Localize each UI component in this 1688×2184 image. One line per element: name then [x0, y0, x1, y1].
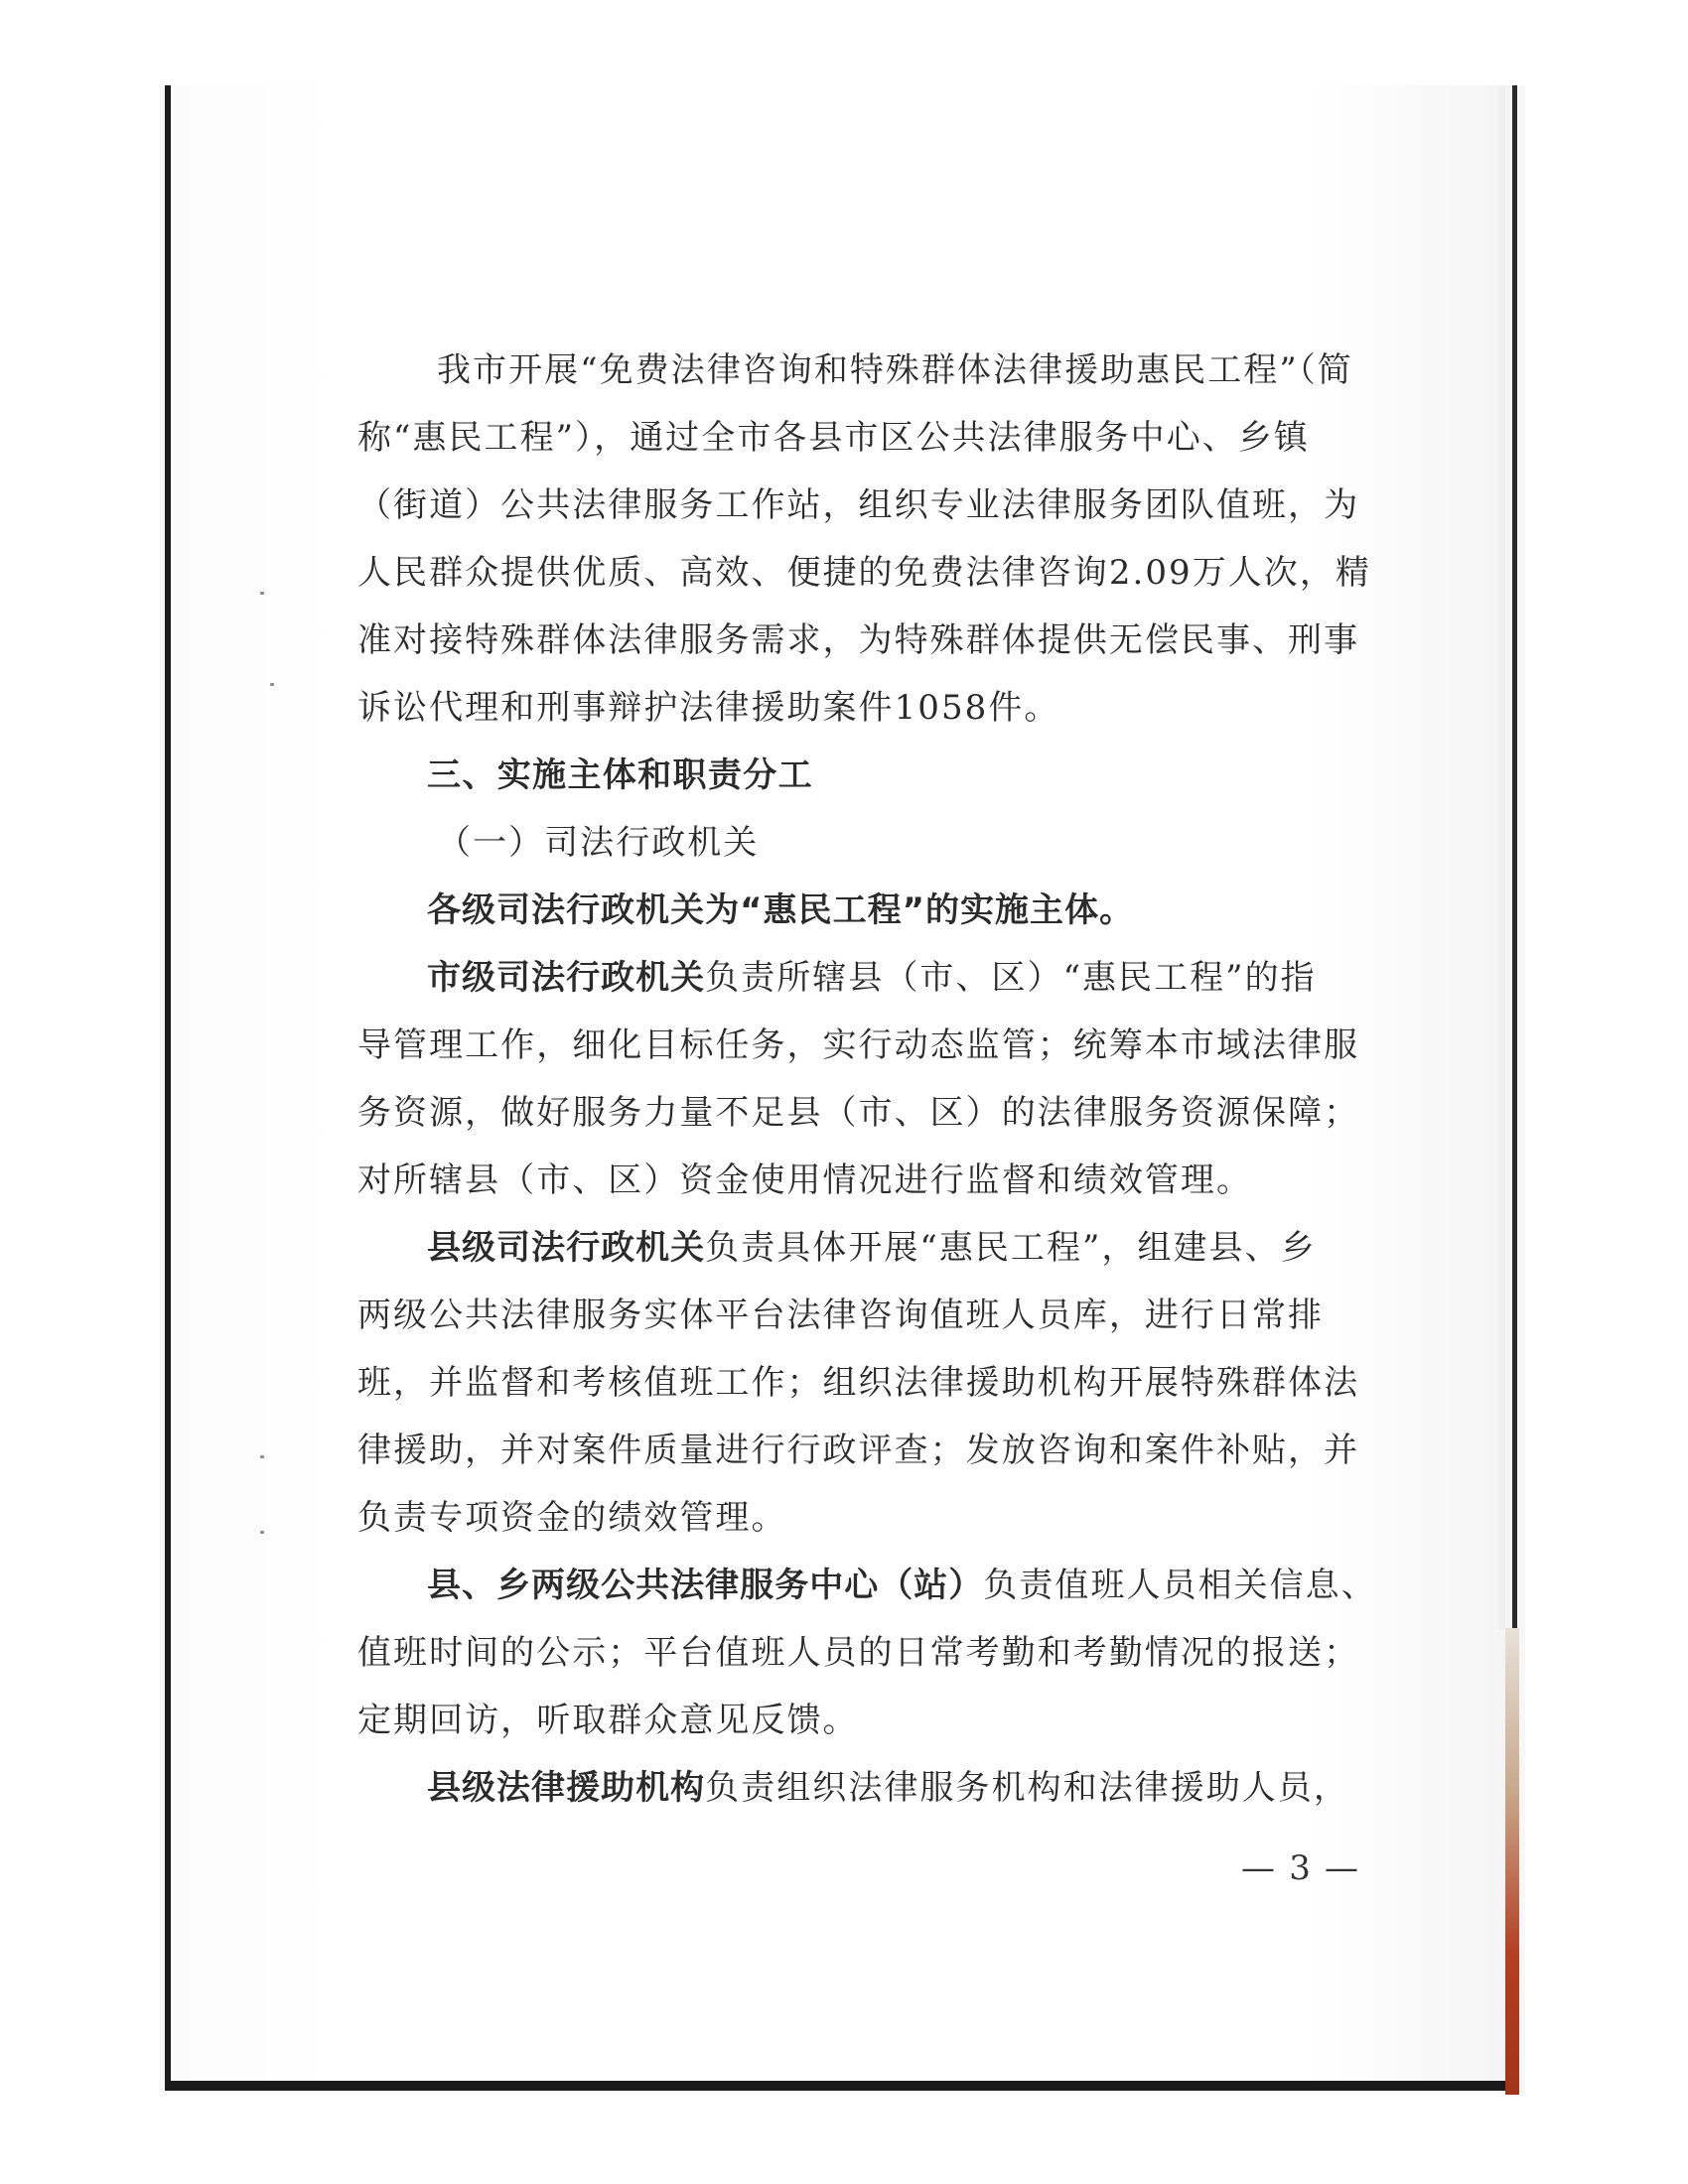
- centers-first-rest: 负责值班人员相关信息、: [983, 1566, 1377, 1605]
- binding-tab: [1505, 1628, 1519, 2095]
- city-line: 务资源，做好服务力量不足县（市、区）的法律服务资源保障；: [357, 1093, 1360, 1133]
- county-line: 两级公共法律服务实体平台法律咨询值班人员库，进行日常排: [357, 1296, 1325, 1335]
- intro-line: 称“惠民工程”），通过全市各县市区公共法律服务中心、乡镇: [357, 418, 1310, 458]
- intro-line: 人民群众提供优质、高效、便捷的免费法律咨询2.09万人次，精: [357, 553, 1371, 593]
- subject-sentence: 各级司法行政机关为“惠民工程”的实施主体。: [427, 890, 1135, 930]
- intro-line: 诉讼代理和刑事辩护法律援助案件1058件。: [357, 688, 1060, 728]
- page-number: — 3 —: [1241, 1848, 1360, 1888]
- margin-mark: [270, 683, 274, 686]
- margin-mark: [260, 1531, 264, 1534]
- margin-mark: [260, 1455, 264, 1458]
- centers-line: 定期回访，听取群众意见反馈。: [357, 1701, 859, 1740]
- aid-first-rest: 负责组织法律服务机构和法律援助人员，: [705, 1768, 1349, 1808]
- centers-paragraph-first-line: [427, 1561, 1377, 1610]
- intro-line: （街道）公共法律服务工作站，组织专业法律服务团队值班，为: [357, 485, 1360, 525]
- county-lead: 县级司法行政机关: [427, 1228, 706, 1268]
- aid-paragraph-first-line: [427, 1763, 1349, 1813]
- centers-line: 值班时间的公示；平台值班人员的日常考勤和考勤情况的报送；: [357, 1633, 1360, 1673]
- county-line: 律援助，并对案件质量进行行政评查；发放咨询和案件补贴，并: [357, 1431, 1360, 1470]
- section-heading: 三、实施主体和职责分工: [427, 755, 813, 795]
- city-line: 对所辖县（市、区）资金使用情况进行监督和绩效管理。: [357, 1160, 1252, 1200]
- county-line: 负责专项资金的绩效管理。: [357, 1498, 787, 1538]
- city-first-rest: 负责所辖县（市、区）“惠民工程”的指: [705, 958, 1317, 998]
- city-line: 导管理工作，细化目标任务，实行动态监管；统筹本市域法律服: [357, 1025, 1360, 1065]
- county-first-rest: 负责具体开展“惠民工程”，组建县、乡: [705, 1228, 1317, 1268]
- margin-mark: [260, 592, 264, 595]
- aid-lead: 县级法律援助机构: [427, 1768, 706, 1808]
- intro-line: 我市开展“免费法律咨询和特殊群体法律援助惠民工程”（简: [437, 350, 1353, 390]
- page-edge-strip: [1499, 85, 1505, 1629]
- centers-lead: 县、乡两级公共法律服务中心（站）: [427, 1566, 984, 1605]
- county-paragraph-first-line: [427, 1223, 1317, 1273]
- county-line: 班，并监督和考核值班工作；组织法律援助机构开展特殊群体法: [357, 1363, 1360, 1403]
- subsection-heading: （一）司法行政机关: [437, 823, 760, 863]
- city-paragraph-first-line: [427, 953, 1317, 1003]
- city-lead: 市级司法行政机关: [427, 958, 706, 998]
- intro-line: 准对接特殊群体法律服务需求，为特殊群体提供无偿民事、刑事: [357, 620, 1360, 660]
